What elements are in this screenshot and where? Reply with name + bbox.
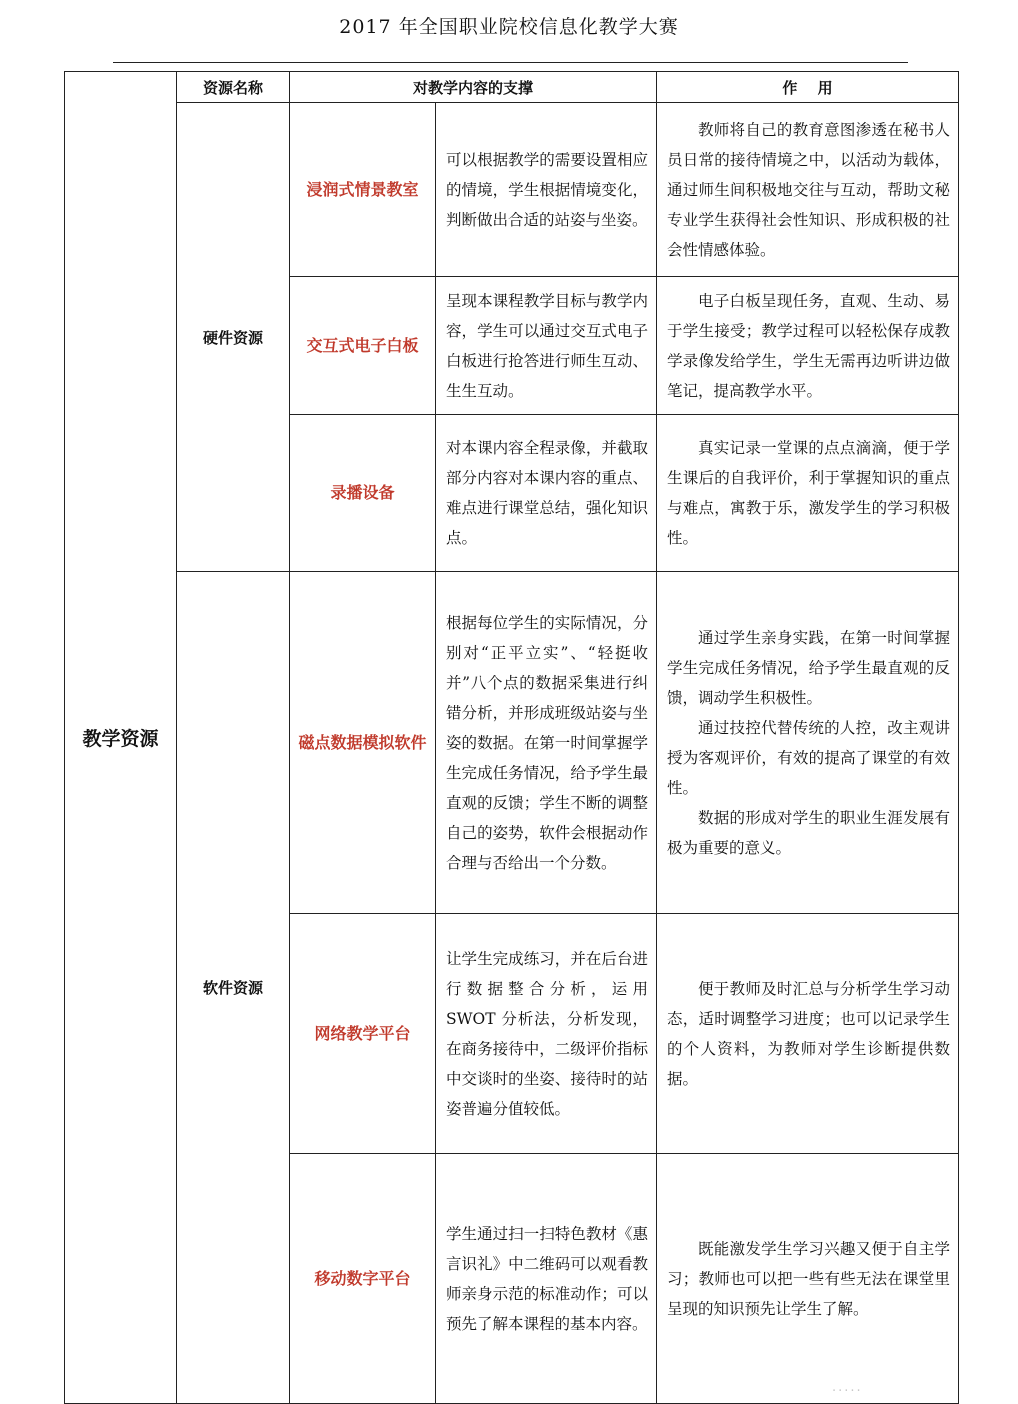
table-row <box>65 572 959 914</box>
resource-effect <box>657 1154 959 1404</box>
resource-effect <box>657 914 959 1154</box>
resource-effect <box>657 277 959 415</box>
title-divider <box>113 62 908 63</box>
resource-name: 浸润式情景教室 <box>290 103 436 277</box>
effect-paragraph: 通过学生亲身实践，在第一时间掌握学生完成任务情况，给予学生最直观的反馈，调动学生积极性。 <box>667 628 951 707</box>
section-label-teaching-resources: 教学资源 <box>65 72 177 1404</box>
resource-support: 可以根据教学的需要设置相应的情境，学生根据情境变化，判断做出合适的站姿与坐姿。 <box>436 103 657 277</box>
resource-effect <box>657 103 959 277</box>
effect-paragraph: 电子白板呈现任务，直观、生动、易于学生接受；教学过程可以轻松保存成教学录像发给学生，学生无需再边听讲边做笔记，提高教学水平。 <box>667 291 951 400</box>
effect-paragraph: 数据的形成对学生的职业生涯发展有极为重要的意义。 <box>667 808 951 857</box>
page-title: 2017 年全国职业院校信息化教学大赛 <box>339 16 679 38</box>
resource-support: 根据每位学生的实际情况，分别对“正平立实”、“轻挺收并”八个点的数据采集进行纠错分析，并形成班级站姿与坐姿的数据。在第一时间掌握学生完成任务情况，给予学生最直观的反馈；学生不断的调整自己的姿势，软件会根据动作合理与否给出一个分数。 <box>436 572 657 914</box>
resource-name: 移动数字平台 <box>290 1154 436 1404</box>
resource-support: 对本课内容全程录像，并截取部分内容对本课内容的重点、难点进行课堂总结，强化知识点。 <box>436 415 657 572</box>
header-content-support: 对教学内容的支撑 <box>290 72 657 103</box>
effect-paragraph: 便于教师及时汇总与分析学生学习动态，适时调整学习进度；也可以记录学生的个人资料，为教师对学生诊断提供数据。 <box>667 979 951 1088</box>
resource-support: 学生通过扫一扫特色教材《惠言识礼》中二维码可以观看教师亲身示范的标准动作；可以预先了解本课程的基本内容。 <box>436 1154 657 1404</box>
header-effect: 作 用 <box>657 72 959 103</box>
effect-paragraph: 教师将自己的教育意图渗透在秘书人员日常的接待情境之中，以活动为载体，通过师生间积极地交往与互动，帮助文秘专业学生获得社会性知识、形成积极的社会性情感体验。 <box>667 120 951 259</box>
resource-name: 录播设备 <box>290 415 436 572</box>
header-resource-name: 资源名称 <box>177 72 290 103</box>
watermark: ····· <box>832 1384 863 1399</box>
resource-name: 交互式电子白板 <box>290 277 436 415</box>
resource-support: 让学生完成练习，并在后台进行数据整合分析，运用 SWOT 分析法，分析发现，在商务接待中，二级评价指标中交谈时的坐姿、接待时的站姿普遍分值较低。 <box>436 914 657 1154</box>
resource-effect <box>657 415 959 572</box>
resource-name: 网络教学平台 <box>290 914 436 1154</box>
category-software: 软件资源 <box>177 572 290 1404</box>
effect-paragraph: 真实记录一堂课的点点滴滴，便于学生课后的自我评价，利于掌握知识的重点与难点，寓教于乐，激发学生的学习积极性。 <box>667 439 951 547</box>
effect-paragraph: 既能激发学生学习兴趣又便于自主学习；教师也可以把一些有些无法在课堂里呈现的知识预先让学生了解。 <box>667 1239 951 1318</box>
resource-table <box>64 71 959 1404</box>
resource-effect <box>657 572 959 914</box>
table-row <box>65 103 959 277</box>
category-hardware: 硬件资源 <box>177 103 290 572</box>
resource-support: 呈现本课程教学目标与教学内容，学生可以通过交互式电子白板进行抢答进行师生互动、生生互动。 <box>436 277 657 415</box>
effect-paragraph: 通过技控代替传统的人控，改主观讲授为客观评价，有效的提高了课堂的有效性。 <box>667 718 951 797</box>
resource-name: 磁点数据模拟软件 <box>290 572 436 914</box>
